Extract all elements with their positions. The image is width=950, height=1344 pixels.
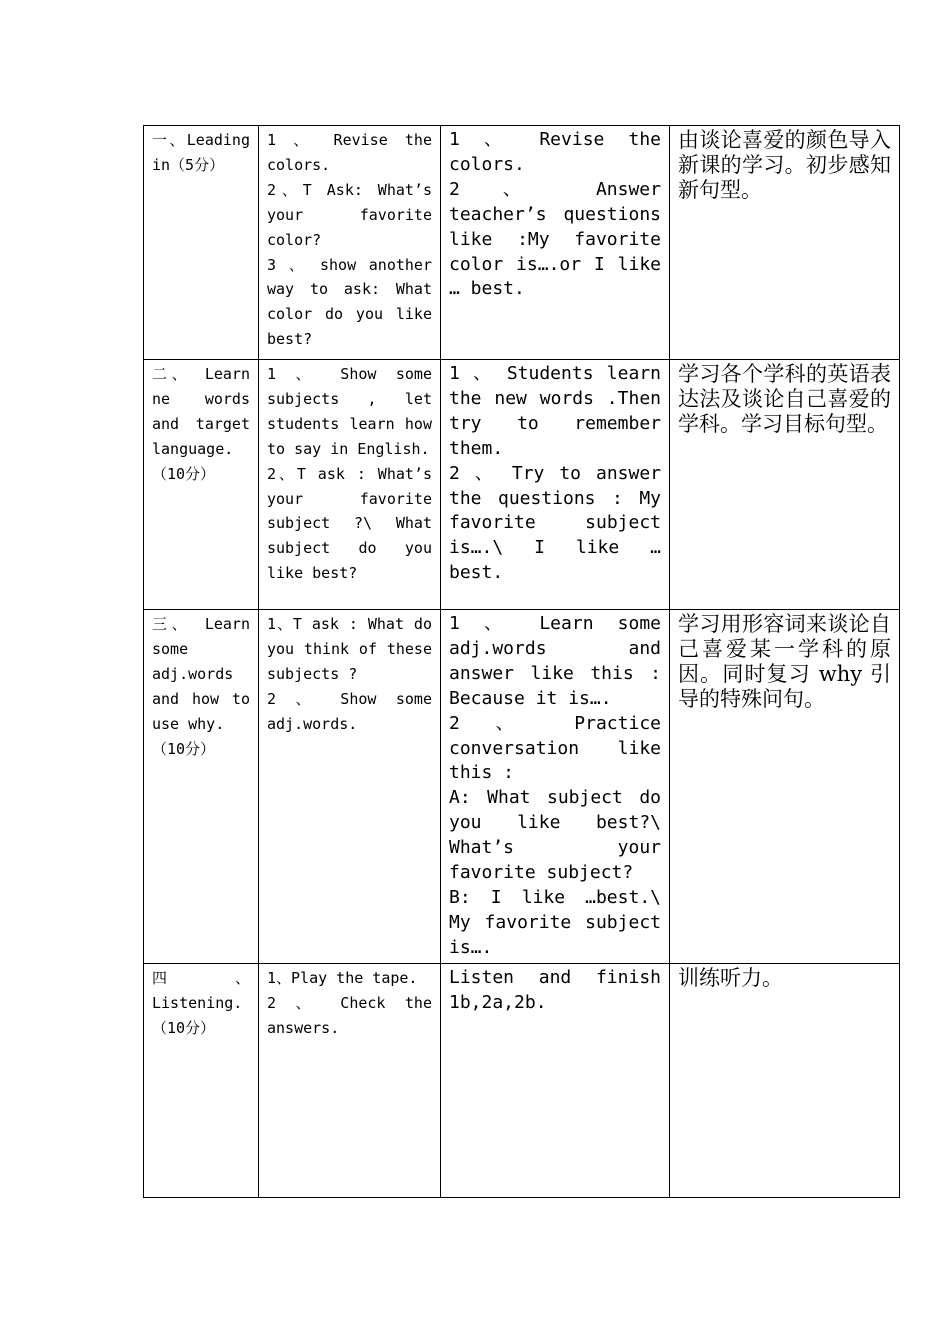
student-step: 2 、 Try to answer the questions : My favorite subject is….\ I like … best. [449,462,661,584]
student-activity-cell [441,610,670,964]
stage-cell [144,610,259,964]
teacher-activity-cell [259,963,441,1197]
stage-cell [144,126,259,360]
stage-cell [144,360,259,610]
student-step: 2 、 Answer teacher’s questions like :My favorite color is….or I like … best. [449,178,661,300]
purpose-text: 学习用形容词来谈论自己喜爱某一学科的原因。同时复习 why 引导的特殊问句。 [678,612,891,711]
student-step: 1 、 Learn some adj.words and answer like this : Because it is…. [449,613,661,709]
stage-cell [144,963,259,1197]
table-row [144,610,900,964]
teacher-step: 1 、 Revise the colors. [267,131,432,174]
stage-text: 二、 Learn ne words and target language. [152,365,250,458]
teacher-step: 2、T Ask: What’s your favorite color? [267,180,432,249]
table-row [144,126,900,360]
teacher-step: 3 、 show another way to ask: What color do you like best? [267,255,432,349]
stage-text: 四、Listening. [152,968,250,1012]
student-step: Listen and finish 1b,2a,2b. [449,966,661,1013]
student-step: 1 、 Revise the colors. [449,129,661,175]
student-step: 1 、 Students learn the new words .Then try to remember them. [449,363,661,459]
student-step: A: What subject do you like best?\ What’s your favorite subject? [449,787,661,884]
student-step: 2 、 Practice conversation like this : [449,712,661,784]
purpose-cell [670,126,900,360]
purpose-cell [670,360,900,610]
teacher-step: 1、Play the tape. [267,968,418,987]
teacher-step: 2 、 Check the answers. [267,993,432,1037]
teacher-step: 1 、 Show some subjects , let students learn how to say in English. [267,365,432,458]
purpose-cell [670,610,900,964]
purpose-text: 由谈论喜爱的颜色导入新课的学习。初步感知新句型。 [678,128,891,202]
stage-text: 一、Leading in（5分） [152,131,250,174]
purpose-text: 学习各个学科的英语表达法及谈论自己喜爱的学科。学习目标句型。 [678,362,891,436]
stage-score: （10分） [152,1018,216,1037]
teacher-activity-cell [259,126,441,360]
stage-text: 三、 Learn some adj.words and how to use why. [152,615,250,733]
purpose-text: 训练听力。 [678,965,783,990]
table-row [144,963,900,1197]
teacher-step: 2 、 Show some adj.words. [267,689,432,733]
teacher-step: 1、T ask : What do you think of these subjects ? [267,615,432,683]
table-row [144,360,900,610]
stage-score: （10分） [152,464,216,483]
student-activity-cell [441,963,670,1197]
stage-score: （10分） [152,739,216,758]
teacher-step: 2、T ask : What’s your favorite subject ?\ What subject do you like best? [267,464,432,583]
student-activity-cell [441,360,670,610]
student-step: B: I like …best.\ My favorite subject is…. [449,886,661,958]
student-activity-cell [441,126,670,360]
lesson-plan-table [143,125,900,1198]
teacher-activity-cell [259,610,441,964]
purpose-cell [670,963,900,1197]
teacher-activity-cell [259,360,441,610]
